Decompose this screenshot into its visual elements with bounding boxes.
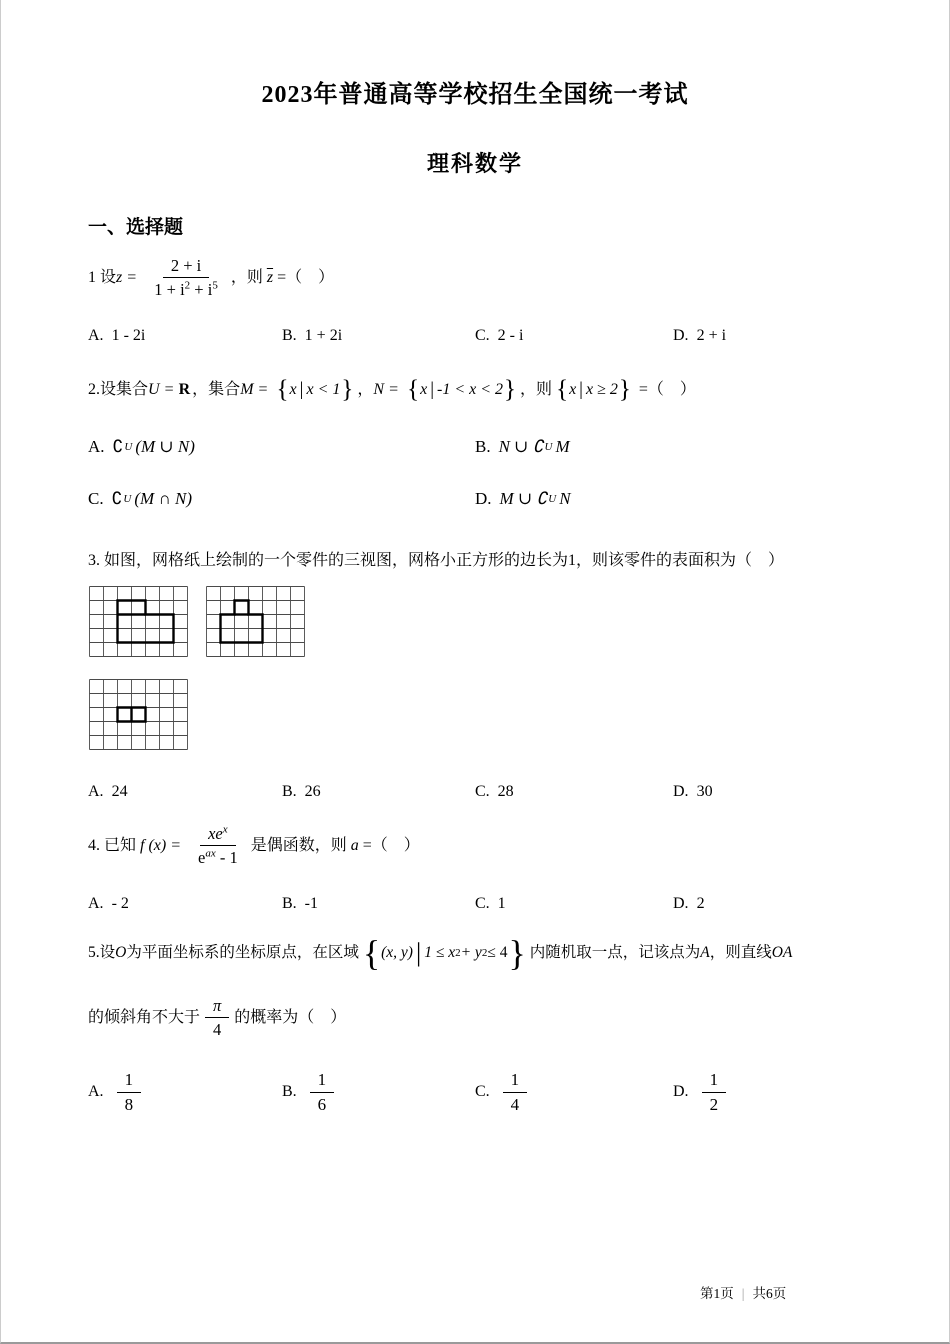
option-value: 2 - i [497,326,524,344]
three-view-row-2 [88,678,863,751]
q5-option-b [282,1069,475,1116]
var-a-point: A [700,943,710,961]
set-bar: | [415,937,422,967]
option-value: 1 - 2i [111,326,146,344]
exam-subtitle: 理科数学 [426,151,523,176]
question-4-stem [88,823,863,869]
pi-symbol: π [205,995,229,1018]
option-label: C. [475,782,490,800]
side-view-figure [205,585,306,658]
q5-text-2: 内随机取一点，记该点为 [529,943,701,961]
q3-option-c [475,783,673,801]
q3-options [88,783,863,801]
option-label: A. [88,436,105,456]
q4-mid-text: 是偶函数，则 [250,836,347,854]
den-part-2: + i [190,280,213,300]
q5-option-d [673,1069,863,1116]
fraction-numerator: 1 [310,1069,335,1093]
q5-text-1: 为平面坐标系的坐标原点，在区域 [126,943,359,961]
option-label: A. [88,894,104,912]
option-label: B. [475,436,491,456]
q2-option-a: A. ∁ U (M ∪ N) [88,436,195,456]
q2-option-b: B. N ∪ ∁ U M [475,436,570,456]
complement-symbol: ∁ [111,488,123,508]
fraction-denominator: 8 [124,1094,134,1114]
q1-fraction-denominator [146,278,226,300]
den-part-1: 1 + i [154,280,185,300]
region-set: { (x, y) | 1 ≤ x 2 + y 2 ≤ 4 } [362,932,526,973]
option-value: 2 + i [696,326,727,344]
set-variable: x [420,380,428,398]
set-k [555,377,632,403]
option-value: - 2 [111,894,129,912]
q3-option-b [282,783,475,801]
footer-total-pages: 共6页 [752,1286,787,1301]
q5-lead: 5.设 [88,943,116,961]
option-label: A. [88,326,104,344]
set-condition: -1 < x < 2 [437,380,504,398]
question-2-stem [88,377,863,403]
set-condition: x < 1 [306,380,341,398]
set-r-symbol: R [178,380,191,398]
q1-tail-text: =（ ） [273,268,335,286]
option-value: 1 + 2i [304,326,343,344]
function-fx: f (x) = [140,836,182,854]
q5-option-a [88,1069,282,1116]
set-m [276,377,355,403]
option-expression: M ∪ ∁ [499,488,548,508]
q2-option-c: C. ∁ U (M ∩ N) [88,488,192,508]
option-value: 24 [111,782,128,800]
option-label: C. [475,1083,490,1101]
option-label: A. [88,1083,104,1101]
var-o: O [115,943,127,961]
q3-option-a [88,783,282,801]
condition-part-2: + y [460,943,482,961]
q1-option-d [673,327,863,345]
q1-options [88,327,863,345]
option-value: 28 [497,782,514,800]
set-variable: x [289,380,297,398]
question-5-stem [88,932,863,973]
option-label: B. [282,326,297,344]
q2-option-d: D. M ∪ ∁ U N [475,488,571,508]
equals-sign: = [258,380,268,398]
q2-text-3: ，则 [520,380,553,398]
q1-option-b [282,327,475,345]
left-brace: { [362,932,381,973]
option-fraction [702,1069,727,1116]
page-footer [700,1282,786,1302]
option-label: D. [673,1083,689,1101]
option-label: B. [282,782,297,800]
z-conjugate: $\overline{z}$ [266,268,274,286]
q4-fraction-numerator [200,823,236,846]
q5-line2-text-a: 的倾斜角不大于 [88,1008,201,1026]
right-brace: } [618,376,631,404]
option-label: D. [673,326,689,344]
q4-option-b [282,895,475,913]
option-label: B. [282,894,297,912]
pi-over-4-fraction [205,995,229,1041]
q4-tail-text: =（ ） [358,836,420,854]
q4-lead: 4. 已知 [88,836,137,854]
q4-option-c [475,895,673,913]
q5-option-c [475,1069,673,1116]
den-base: e [198,848,206,868]
left-brace: { [407,376,420,404]
option-expression: (M ∩ N) [134,488,192,508]
option-label: C. [475,326,490,344]
fraction-numerator: 1 [117,1069,142,1093]
fraction-denominator: 6 [317,1094,327,1114]
fraction-denominator: 2 [709,1094,719,1114]
q2-text-2: ， [357,380,374,398]
option-expression: N ∪ ∁ [498,436,544,456]
set-n [406,377,517,403]
q1-lead: 1 设 [88,268,117,286]
q5-line2-text-b: 的概率为（ ） [234,1008,347,1026]
q4-fraction [190,823,246,869]
section-heading: 一、选择题 [88,217,184,238]
left-brace: { [556,376,569,404]
q3-option-d [673,783,863,801]
q5-text-3: ，则直线 [709,943,772,961]
pi-denominator: 4 [213,1020,222,1040]
option-label: A. [88,782,104,800]
var-a: a [350,836,359,854]
fraction-numerator: 1 [702,1069,727,1093]
superscript-ax: ax [205,847,216,860]
var-m: M [240,380,254,398]
option-value: 1 [497,894,506,912]
q4-options [88,895,863,913]
var-u: U [148,380,160,398]
footer-page-number: 第1页 [700,1286,734,1301]
option-value: 26 [304,782,321,800]
fraction-numerator: 1 [503,1069,528,1093]
q2-lead: 2.设集合 [88,380,149,398]
front-view-figure [88,585,189,658]
question-5-line2 [88,995,863,1041]
condition-part-3: ≤ 4 [487,943,508,961]
complement-symbol: ∁ [112,436,124,456]
left-brace: { [276,376,289,404]
q1-mid-text: ，则 [230,268,267,286]
page-content [1,212,949,1116]
option-label: B. [282,1083,297,1101]
right-brace: } [341,376,354,404]
option-label: D. [673,782,689,800]
q4-option-a [88,895,282,913]
q4-fraction-denominator [190,846,246,868]
q1-fraction [146,255,226,301]
option-value: 2 [696,894,705,912]
option-value: -1 [304,894,318,912]
fraction-denominator: 4 [510,1094,520,1114]
option-expression: (M ∪ N) [135,436,195,456]
question-3-stem: 3. 如图，网格纸上绘制的一个零件的三视图，网格小正方形的边长为1，则该零件的表面积为（ ） [88,551,785,569]
option-label: C. [88,488,104,508]
option-label: C. [475,894,490,912]
superscript-x: x [222,823,228,836]
option-label: D. [673,894,689,912]
three-view-row-1 [88,585,863,658]
q1-fraction-numerator: 2 + i [163,255,209,278]
option-label: D. [475,488,492,508]
equals-sign: = [389,380,399,398]
equals-sign: = [164,380,174,398]
set-bar: | [430,378,435,400]
set-bar: | [299,378,304,400]
q2-tail-text: =（ ） [634,380,696,398]
condition-part-1: 1 ≤ x [424,943,456,961]
set-variable: x [569,380,577,398]
q1-option-a [88,327,282,345]
q5-options [88,1069,863,1116]
q2-options [88,437,863,509]
equals-sign: = [127,268,137,286]
option-fraction [503,1069,528,1116]
line-oa: OA [771,943,793,961]
question-1-stem [88,255,863,301]
footer-separator: | [741,1286,745,1301]
superscript-5: 5 [212,279,218,292]
exam-title: 2023年普通高等学校招生全国统一考试 [261,82,689,108]
option-value: 30 [696,782,713,800]
top-view-figure [88,678,189,751]
var-n: N [373,380,385,398]
point-xy: (x, y) [381,943,413,961]
option-fraction [117,1069,142,1116]
var-z: z [116,268,123,286]
option-expression: M [555,436,570,456]
q1-option-c [475,327,673,345]
option-fraction [310,1069,335,1116]
set-condition: x ≥ 2 [585,380,618,398]
superscript-2: 2 [184,279,191,292]
q2-text-1: ，集合 [192,380,241,398]
den-tail: - 1 [215,848,238,868]
right-brace: } [504,376,517,404]
set-bar: | [579,378,583,400]
num-base: xe [208,823,223,843]
q4-option-d [673,895,863,913]
option-expression: N [559,488,571,508]
right-brace: } [508,932,526,973]
